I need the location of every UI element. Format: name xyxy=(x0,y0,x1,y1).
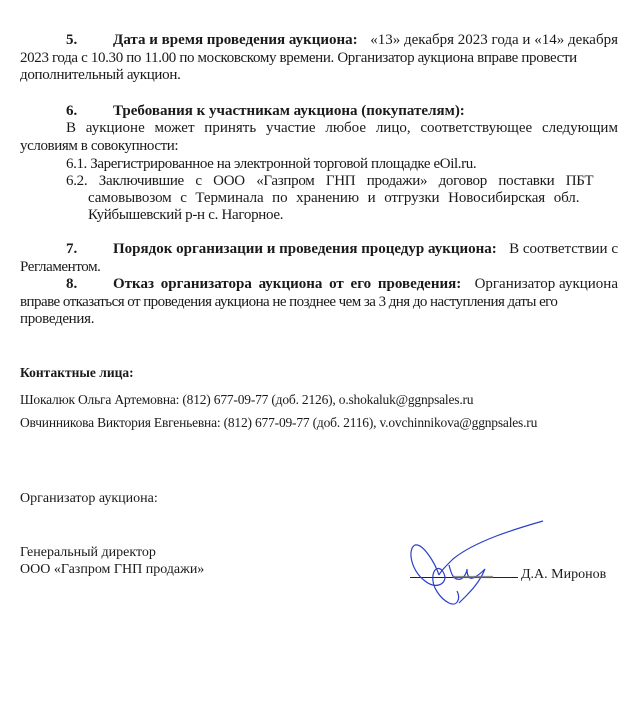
section-6-intro-line-1 xyxy=(66,119,618,137)
section-6-intro-text xyxy=(66,119,618,137)
section-6-heading: Требования к участникам аукциона (покупателям): xyxy=(113,103,465,119)
signer-position: Генеральный директор xyxy=(20,545,156,560)
word: лицо, xyxy=(375,120,411,136)
section-7-number: 7. xyxy=(66,241,78,257)
handwritten-signature-icon xyxy=(405,515,555,615)
word: следующим xyxy=(541,120,618,136)
signer-name: Д.А. Миронов xyxy=(521,567,607,582)
section-8-number: 8. xyxy=(66,276,78,292)
word: соответствующее xyxy=(420,120,533,136)
section-8-text: Организатор аукциона xyxy=(474,276,618,292)
section-7-line-1 xyxy=(66,240,618,258)
section-6-number: 6. xyxy=(66,103,78,119)
word: В xyxy=(66,120,77,136)
contacts-heading: Контактные лица: xyxy=(20,365,134,380)
section-5-heading: Дата и время проведения аукциона: xyxy=(113,32,358,48)
section-6-item-1: 6.1. Зарегистрированное на электронной торговой площадке eOil.ru. xyxy=(66,156,477,172)
organizer-label: Организатор аукциона: xyxy=(20,491,158,506)
signer-company: ООО «Газпром ГНП продажи» xyxy=(20,562,205,577)
section-8-line-2: вправе отказаться от проведения аукциона не позднее чем за 3 дня до наступления даты его xyxy=(20,294,558,310)
section-5-dates: «13» декабря 2023 года и «14» декабря xyxy=(370,32,618,48)
section-6-item-2-line-2: самовывозом с Терминала по хранению и отгрузки Новосибирская обл. xyxy=(88,190,580,206)
contact-person-2: Овчинникова Виктория Евгеньевна: (812) 677-09-77 (доб. 2116), v.ovchinnikova@ggnpsales.ru xyxy=(20,415,538,430)
section-5-line-3: дополнительный аукцион. xyxy=(20,67,181,83)
section-5-number: 5. xyxy=(66,32,78,48)
section-6-intro-line-2: условиям в совокупности: xyxy=(20,138,179,154)
section-5-line-2: 2023 года с 10.30 по 11.00 по московскому времени. Организатор аукциона вправе провести xyxy=(20,50,577,66)
section-7-line-2: Регламентом. xyxy=(20,259,101,275)
section-8-line-1 xyxy=(66,275,618,293)
section-8-line-3: проведения. xyxy=(20,311,95,327)
word: аукционе xyxy=(85,120,145,136)
section-7-text: В соответствии с xyxy=(509,241,618,257)
section-6-heading-line xyxy=(66,102,465,120)
section-5-line-1 xyxy=(66,31,618,49)
word: участие xyxy=(265,120,316,136)
section-6-item-2-line-3: Куйбышевский р-н с. Нагорное. xyxy=(88,207,284,223)
section-8-heading: Отказ организатора аукциона от его проведения: xyxy=(113,276,462,292)
contact-person-1: Шокалюк Ольга Артемовна: (812) 677-09-77 (доб. 2126), o.shokaluk@ggnpsales.ru xyxy=(20,392,474,407)
word: любое xyxy=(325,120,367,136)
word: принять xyxy=(204,120,257,136)
section-6-item-2-line-1: 6.2. Заключившие с ООО «Газпром ГНП продажи» договор поставки ПБТ xyxy=(66,173,594,189)
word: может xyxy=(154,120,195,136)
section-7-heading: Порядок организации и проведения процедур аукциона: xyxy=(113,241,497,257)
